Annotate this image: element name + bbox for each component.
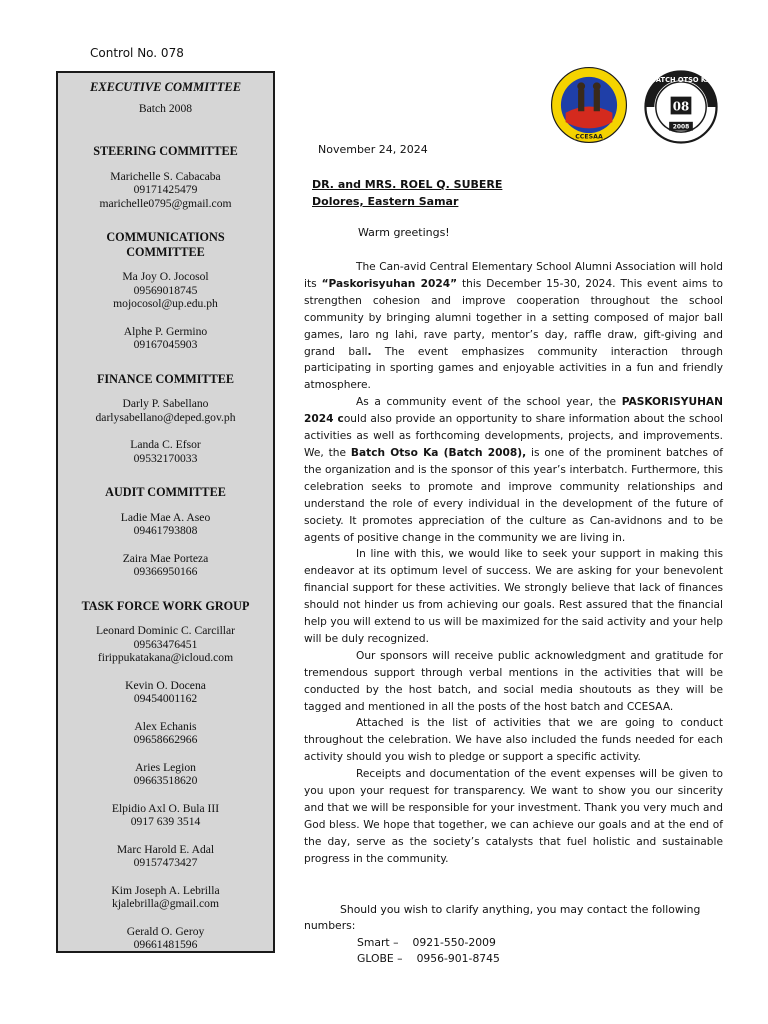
paragraph-1: The Can-avid Central Elementary School Alumni Association will hold its “Paskorisyuhan 2024” this December 15-30, 2024. This event aims to strengthen cohesion and improve cooperation throughout the school community by bringing alumni together in a setting composed of major ball games, laro ng lahi, rave party, mentor’s day, raffle draw, gift-giving and grand ball. The event emphasizes community interaction through participating in sporting games and enjoyable activities in a fun and friendly atmosphere. (304, 261, 723, 392)
committee-heading: TASK FORCE WORK GROUP (81, 598, 250, 613)
control-number: Control No. 078 (90, 46, 184, 60)
member-name: Landa C. Efsor (130, 438, 201, 451)
committee-member (58, 397, 273, 424)
committee-member (58, 325, 273, 352)
committee-heading: AUDIT COMMITTEE (105, 485, 226, 499)
committee-member (58, 884, 273, 911)
batch-mark: 08 (672, 99, 690, 114)
committee-member (58, 843, 273, 870)
member-name: Alphe P. Germino (123, 324, 208, 338)
member-phone: 09461793808 (133, 524, 198, 537)
committee-member (58, 720, 273, 747)
letter-body (304, 259, 723, 868)
contact-smart: Smart – 0921-550-2009 (357, 935, 496, 949)
member-email: darlysabellano@deped.gov.ph (95, 410, 236, 424)
committee-member (58, 270, 273, 311)
committee-heading: STEERING COMMITTEE (93, 144, 238, 158)
member-phone: 09569018745 (133, 283, 198, 297)
greeting: Warm greetings! (358, 226, 450, 239)
closing-text: Should you wish to clarify anything, you may contact the following numbers: (304, 903, 701, 933)
batch-ring-text: BATCH OTSO KA (650, 75, 712, 84)
committee-member (58, 511, 273, 538)
member-name: Elpidio Axl O. Bula III (111, 801, 220, 815)
member-phone: 09661481596 (133, 938, 198, 951)
member-phone: 09663518620 (133, 774, 198, 787)
letter-date: November 24, 2024 (318, 143, 428, 156)
committee-member (58, 761, 273, 788)
member-phone: 09532170033 (133, 451, 198, 465)
member-phone: 09563476451 (133, 637, 198, 651)
member-name: Kim Joseph A. Lebrilla (111, 883, 220, 897)
member-name: Marichelle S. Cabacaba (110, 169, 221, 183)
recipient-block (312, 176, 502, 210)
member-name: Darly P. Sabellano (122, 397, 209, 410)
committee-member (58, 802, 273, 829)
recipient-name: DR. and MRS. ROEL Q. SUBERE (312, 178, 503, 191)
committee-member (58, 679, 273, 706)
committee-heading: FINANCE COMMITTEE (96, 371, 235, 386)
member-name: Alex Echanis (134, 719, 197, 733)
member-phone: 09658662966 (133, 733, 198, 746)
committee-member (58, 552, 273, 579)
member-name: Gerald O. Geroy (126, 924, 205, 938)
executive-committee-sidebar (56, 71, 275, 953)
member-email: mojocosol@up.edu.ph (113, 297, 218, 310)
committee-sections (58, 144, 273, 952)
member-phone: 09171425479 (133, 183, 198, 196)
committee-member (58, 925, 273, 952)
sidebar-title: EXECUTIVE COMMITTEE (89, 80, 242, 94)
committee-member (58, 438, 273, 465)
ccesaa-seal-logo (550, 66, 628, 144)
committee-heading: COMMUNICATIONS COMMITTEE (106, 230, 225, 259)
batch-otso-ka-logo (644, 70, 718, 144)
member-email: firippukatakana@icloud.com (97, 651, 234, 664)
paragraph-4: Our sponsors will receive public acknowledgment and gratitude for tremendous support through verbal mentions in the activities that will be conducted by the host batch, and social media shoutouts as they will be tagged and mentioned in all the posts of the host batch and CCESAA. (304, 649, 723, 713)
member-name: Ma Joy O. Jocosol (122, 270, 209, 283)
member-phone: 0917 639 3514 (130, 815, 201, 828)
ccesaa-logo-text: CCESAA (575, 133, 603, 141)
member-name: Leonard Dominic C. Carcillar (95, 624, 236, 637)
committee-member (58, 624, 273, 665)
member-phone: 09366950166 (133, 565, 198, 578)
batch-year: 2008 (672, 124, 690, 131)
member-email: kjalebrilla@gmail.com (112, 897, 219, 910)
member-phone: 09157473427 (133, 856, 198, 869)
paragraph-6: Receipts and documentation of the event expenses will be given to you upon your request for transparency. We want to show you our sincerity and that we will be responsible for your investment. Thank you very much and God bless. We hope that together, we can achieve our goals and at the end of the day, serve as the society’s catalysts that fuel holistic and sustainable progress in the community. (304, 768, 723, 865)
closing-block (304, 902, 723, 968)
paragraph-3: In line with this, we would like to seek your support in making this endeavor at its optimum level of success. We are asking for your benevolent financial support for these activities. We strongly believe that lack of finances should not hinder us from achieving our goals. Rest assured that the financial help you will extend to us will be maximized for the said activity and your help will be duly recognized. (304, 548, 723, 645)
member-email: marichelle0795@gmail.com (99, 196, 232, 210)
member-name: Aries Legion (135, 760, 196, 774)
member-name: Ladie Mae A. Aseo (120, 510, 211, 524)
member-name: Kevin O. Docena (125, 678, 206, 692)
paragraph-2: As a community event of the school year, the PASKORISYUHAN 2024 could also provide an opportunity to share information about the school activities as well as forthcoming developments, projects, and improvements. We, the Batch Otso Ka (Batch 2008), is one of the prominent batches of the organization and is the sponsor of this year’s interbatch. Furthermore, this celebration seeks to promote and improve community relationships and understand the role of every individual in the development of the future of society. It promotes appreciation of the culture as Can-avidnons and to be agents of positive change in the community we are living in. (304, 396, 724, 544)
sidebar-batch: Batch 2008 (138, 101, 193, 115)
contact-globe: GLOBE – 0956-901-8745 (357, 952, 500, 966)
committee-member (58, 170, 273, 211)
member-name: Zaira Mae Porteza (122, 551, 209, 565)
member-name: Marc Harold E. Adal (116, 842, 215, 856)
member-phone: 09167045903 (133, 338, 198, 351)
paragraph-5: Attached is the list of activities that we are going to conduct throughout the celebration. We have also included the funds needed for each activity should you wish to pledge or support a specific activity. (304, 717, 723, 764)
member-phone: 09454001162 (133, 692, 198, 705)
recipient-address: Dolores, Eastern Samar (312, 195, 459, 208)
